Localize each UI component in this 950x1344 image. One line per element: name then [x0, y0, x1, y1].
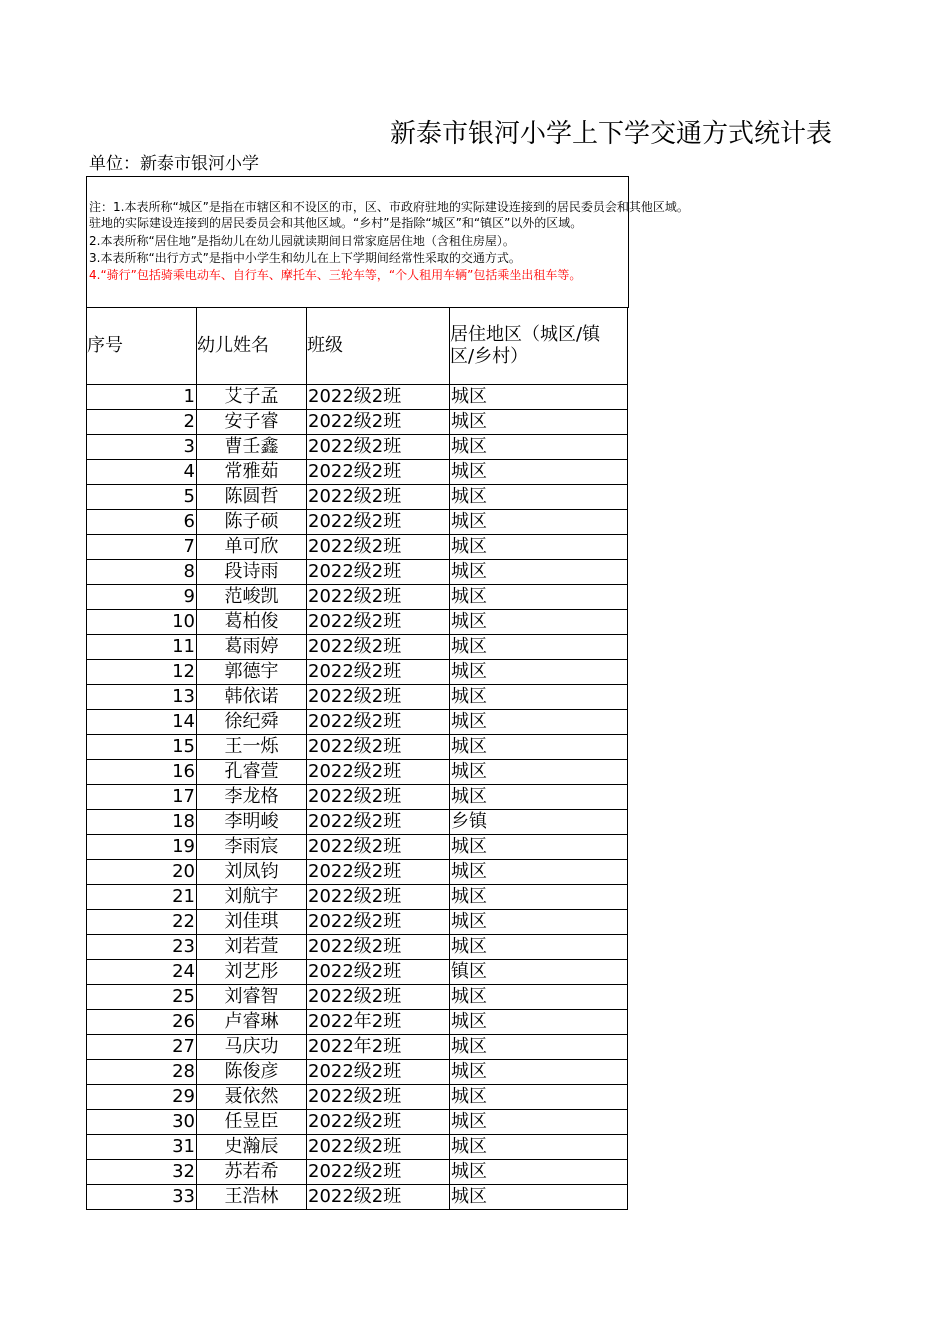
cell-class: 2022级2班	[307, 510, 450, 535]
cell-no: 5	[87, 485, 197, 510]
cell-no: 31	[87, 1135, 197, 1160]
cell-area: 城区	[450, 1060, 628, 1085]
note-line: 注：1.本表所称“城区”是指在市辖区和不设区的市，区、市政府驻地的实际建设连接到的居民委员会和其他区域。	[89, 200, 689, 214]
table-row	[87, 885, 628, 910]
cell-area: 城区	[450, 1010, 628, 1035]
note-line: 3.本表所称“出行方式”是指中小学生和幼儿在上下学期间经常性采取的交通方式。	[89, 251, 521, 265]
cell-class: 2022级2班	[307, 1135, 450, 1160]
cell-class: 2022年2班	[307, 1035, 450, 1060]
cell-name: 苏若希	[197, 1160, 307, 1185]
table-row	[87, 1010, 628, 1035]
cell-name: 马庆功	[197, 1035, 307, 1060]
cell-area: 城区	[450, 585, 628, 610]
note-line-highlight: 4.“骑行”包括骑乘电动车、自行车、摩托车、三轮车等，“个人租用车辆”包括乘坐出租车等。	[89, 268, 582, 282]
cell-name: 刘凤钧	[197, 860, 307, 885]
cell-area: 城区	[450, 535, 628, 560]
cell-name: 葛雨婷	[197, 635, 307, 660]
cell-area: 城区	[450, 885, 628, 910]
cell-class: 2022级2班	[307, 435, 450, 460]
cell-name: 安子睿	[197, 410, 307, 435]
student-table	[86, 307, 628, 1210]
table-row	[87, 985, 628, 1010]
cell-no: 28	[87, 1060, 197, 1085]
cell-class: 2022级2班	[307, 1160, 450, 1185]
cell-no: 13	[87, 685, 197, 710]
header-row	[87, 308, 628, 385]
cell-class: 2022级2班	[307, 1085, 450, 1110]
table-row	[87, 635, 628, 660]
table-row	[87, 485, 628, 510]
cell-area: 城区	[450, 410, 628, 435]
cell-no: 26	[87, 1010, 197, 1035]
cell-no: 16	[87, 760, 197, 785]
cell-class: 2022级2班	[307, 910, 450, 935]
cell-area: 城区	[450, 460, 628, 485]
cell-name: 王一烁	[197, 735, 307, 760]
cell-name: 王浩林	[197, 1185, 307, 1210]
table-row	[87, 935, 628, 960]
table-row	[87, 610, 628, 635]
unit-label: 单位：新泰市银河小学	[89, 154, 259, 174]
cell-class: 2022级2班	[307, 535, 450, 560]
cell-name: 郭德宇	[197, 660, 307, 685]
cell-area: 城区	[450, 985, 628, 1010]
cell-class: 2022级2班	[307, 610, 450, 635]
cell-class: 2022级2班	[307, 735, 450, 760]
table-row	[87, 535, 628, 560]
cell-no: 2	[87, 410, 197, 435]
cell-area: 城区	[450, 735, 628, 760]
table-row	[87, 585, 628, 610]
cell-name: 任昱臣	[197, 1110, 307, 1135]
cell-no: 6	[87, 510, 197, 535]
cell-area: 城区	[450, 635, 628, 660]
cell-class: 2022级2班	[307, 410, 450, 435]
cell-area: 城区	[450, 385, 628, 410]
cell-name: 韩依诺	[197, 685, 307, 710]
cell-name: 陈圆哲	[197, 485, 307, 510]
table-row	[87, 860, 628, 885]
table-row	[87, 735, 628, 760]
cell-name: 孔睿萱	[197, 760, 307, 785]
cell-name: 史瀚辰	[197, 1135, 307, 1160]
cell-class: 2022级2班	[307, 460, 450, 485]
cell-no: 23	[87, 935, 197, 960]
cell-class: 2022级2班	[307, 985, 450, 1010]
cell-name: 刘艺彤	[197, 960, 307, 985]
cell-no: 33	[87, 1185, 197, 1210]
table-row	[87, 760, 628, 785]
cell-area: 城区	[450, 785, 628, 810]
cell-name: 李雨宸	[197, 835, 307, 860]
cell-class: 2022级2班	[307, 560, 450, 585]
cell-no: 11	[87, 635, 197, 660]
cell-area: 城区	[450, 710, 628, 735]
cell-class: 2022级2班	[307, 785, 450, 810]
table-row	[87, 410, 628, 435]
cell-class: 2022级2班	[307, 1185, 450, 1210]
cell-name: 卢睿琳	[197, 1010, 307, 1035]
cell-area: 城区	[450, 435, 628, 460]
cell-name: 曹壬鑫	[197, 435, 307, 460]
cell-no: 22	[87, 910, 197, 935]
cell-no: 17	[87, 785, 197, 810]
cell-name: 常雅茹	[197, 460, 307, 485]
cell-name: 刘佳琪	[197, 910, 307, 935]
table-row	[87, 1185, 628, 1210]
cell-area: 城区	[450, 760, 628, 785]
cell-area: 城区	[450, 510, 628, 535]
cell-class: 2022级2班	[307, 935, 450, 960]
header-no: 序号	[87, 308, 197, 385]
cell-area: 城区	[450, 485, 628, 510]
cell-class: 2022年2班	[307, 1010, 450, 1035]
cell-class: 2022级2班	[307, 485, 450, 510]
table-row	[87, 660, 628, 685]
cell-area: 城区	[450, 1160, 628, 1185]
table-row	[87, 685, 628, 710]
cell-no: 27	[87, 1035, 197, 1060]
cell-no: 3	[87, 435, 197, 460]
cell-name: 李明峻	[197, 810, 307, 835]
table-row	[87, 910, 628, 935]
cell-no: 19	[87, 835, 197, 860]
cell-class: 2022级2班	[307, 835, 450, 860]
cell-name: 刘航宇	[197, 885, 307, 910]
cell-name: 段诗雨	[197, 560, 307, 585]
cell-area: 城区	[450, 1035, 628, 1060]
cell-no: 20	[87, 860, 197, 885]
cell-name: 刘睿智	[197, 985, 307, 1010]
cell-no: 10	[87, 610, 197, 635]
table-row	[87, 835, 628, 860]
page-title: 新泰市银河小学上下学交通方式统计表	[390, 119, 833, 149]
cell-no: 24	[87, 960, 197, 985]
cell-class: 2022级2班	[307, 885, 450, 910]
table-row	[87, 435, 628, 460]
cell-area: 城区	[450, 1110, 628, 1135]
cell-name: 李龙格	[197, 785, 307, 810]
cell-class: 2022级2班	[307, 960, 450, 985]
table-row	[87, 1135, 628, 1160]
table-row	[87, 710, 628, 735]
cell-no: 8	[87, 560, 197, 585]
cell-name: 单可欣	[197, 535, 307, 560]
cell-no: 12	[87, 660, 197, 685]
table-row	[87, 510, 628, 535]
cell-no: 29	[87, 1085, 197, 1110]
cell-class: 2022级2班	[307, 685, 450, 710]
cell-area: 城区	[450, 610, 628, 635]
cell-class: 2022级2班	[307, 660, 450, 685]
cell-no: 1	[87, 385, 197, 410]
cell-area: 城区	[450, 685, 628, 710]
table-row	[87, 560, 628, 585]
table-row	[87, 1160, 628, 1185]
cell-no: 25	[87, 985, 197, 1010]
cell-no: 4	[87, 460, 197, 485]
cell-class: 2022级2班	[307, 860, 450, 885]
table-row	[87, 1085, 628, 1110]
note-line: 2.本表所称“居住地”是指幼儿在幼儿园就读期间日常家庭居住地（含租住房屋）。	[89, 234, 515, 248]
cell-class: 2022级2班	[307, 1110, 450, 1135]
cell-name: 刘若萱	[197, 935, 307, 960]
table-row	[87, 1110, 628, 1135]
table-row	[87, 460, 628, 485]
header-name: 幼儿姓名	[197, 308, 307, 385]
cell-name: 徐纪舜	[197, 710, 307, 735]
cell-area: 城区	[450, 1085, 628, 1110]
table-row	[87, 385, 628, 410]
cell-class: 2022级2班	[307, 635, 450, 660]
cell-name: 聂依然	[197, 1085, 307, 1110]
cell-no: 7	[87, 535, 197, 560]
notes-box	[86, 176, 689, 308]
cell-name: 陈俊彦	[197, 1060, 307, 1085]
note-line: 驻地的实际建设连接到的居民委员会和其他区域。“乡村”是指除“城区”和“镇区”以外的区域。	[89, 216, 583, 230]
cell-area: 城区	[450, 935, 628, 960]
cell-no: 21	[87, 885, 197, 910]
cell-no: 9	[87, 585, 197, 610]
cell-no: 14	[87, 710, 197, 735]
cell-class: 2022级2班	[307, 760, 450, 785]
cell-no: 15	[87, 735, 197, 760]
cell-area: 城区	[450, 910, 628, 935]
cell-no: 30	[87, 1110, 197, 1135]
cell-name: 陈子硕	[197, 510, 307, 535]
cell-name: 葛柏俊	[197, 610, 307, 635]
header-area: 居住地区（城区/镇区/乡村）	[450, 308, 628, 385]
table-row	[87, 785, 628, 810]
cell-area: 城区	[450, 1135, 628, 1160]
cell-area: 城区	[450, 835, 628, 860]
header-class: 班级	[307, 308, 450, 385]
cell-class: 2022级2班	[307, 710, 450, 735]
cell-name: 艾子孟	[197, 385, 307, 410]
cell-area: 城区	[450, 860, 628, 885]
cell-class: 2022级2班	[307, 585, 450, 610]
cell-no: 32	[87, 1160, 197, 1185]
cell-area: 城区	[450, 1185, 628, 1210]
table-row	[87, 960, 628, 985]
cell-area: 乡镇	[450, 810, 628, 835]
cell-class: 2022级2班	[307, 385, 450, 410]
table-row	[87, 810, 628, 835]
cell-area: 镇区	[450, 960, 628, 985]
table-row	[87, 1060, 628, 1085]
cell-name: 范峻凯	[197, 585, 307, 610]
table-row	[87, 1035, 628, 1060]
cell-area: 城区	[450, 660, 628, 685]
cell-area: 城区	[450, 560, 628, 585]
cell-class: 2022级2班	[307, 810, 450, 835]
table-body	[87, 385, 628, 1210]
cell-no: 18	[87, 810, 197, 835]
cell-class: 2022级2班	[307, 1060, 450, 1085]
